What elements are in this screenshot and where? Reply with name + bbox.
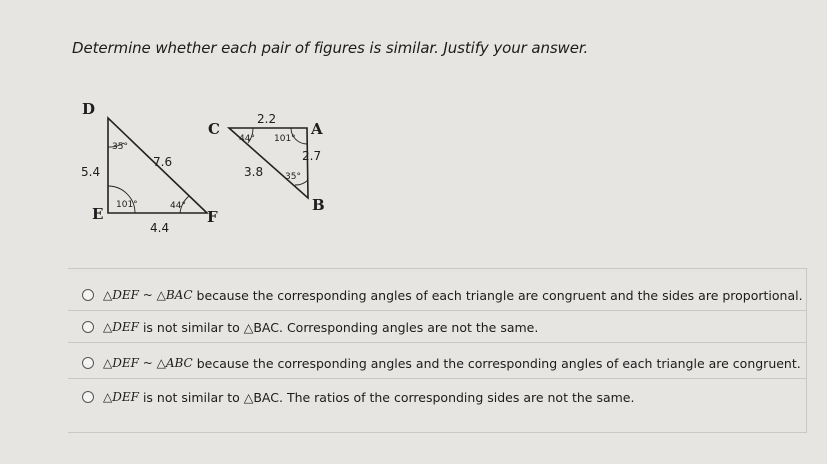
option-divider-1 <box>68 310 806 311</box>
angle-d: 35° <box>112 142 128 152</box>
option-2-math: △DEF <box>103 320 139 334</box>
angle-f: 44° <box>170 201 186 211</box>
triangle-cab <box>208 112 325 214</box>
angle-a: 101° <box>274 134 296 144</box>
vertex-f: F <box>207 208 218 226</box>
answer-option-3[interactable] <box>82 352 801 374</box>
option-1-text: because the corresponding angles of each triangle are congruent and the sides are proportional. <box>196 287 803 303</box>
option-divider-3 <box>68 378 806 379</box>
option-3-math: △DEF ~ △ABC <box>103 356 193 370</box>
angle-e: 101° <box>116 200 138 210</box>
option-2-text: is not similar to △BAC. Corresponding angles are not the same. <box>142 319 539 335</box>
vertex-b: B <box>312 196 325 214</box>
options-top-divider <box>68 268 806 269</box>
side-cb: 3.8 <box>244 165 264 179</box>
triangle-def <box>81 100 218 235</box>
option-divider-2 <box>68 342 806 343</box>
side-ab: 2.7 <box>302 149 322 163</box>
question-text: Determine whether each pair of figures is similar. Justify your answer. <box>72 39 589 57</box>
answer-option-2[interactable] <box>82 316 538 338</box>
side-ef: 4.4 <box>150 221 170 235</box>
answer-option-1[interactable] <box>82 284 803 306</box>
vertex-e: E <box>92 205 104 223</box>
radio-button-3[interactable] <box>82 357 94 369</box>
options-bottom-divider <box>68 432 806 433</box>
option-3-text: because the corresponding angles and the corresponding angles of each triangle are congruent. <box>196 355 801 371</box>
vertex-d: D <box>82 100 96 118</box>
vertex-c: C <box>208 120 220 138</box>
angle-b: 35° <box>285 172 301 182</box>
vertex-a: A <box>311 120 323 138</box>
radio-button-1[interactable] <box>82 289 94 301</box>
side-ca: 2.2 <box>257 112 277 126</box>
side-de: 5.4 <box>81 165 101 179</box>
side-df: 7.6 <box>153 155 173 169</box>
angle-c: 44° <box>239 134 255 144</box>
option-1-math: △DEF ~ △BAC <box>103 288 193 302</box>
radio-button-2[interactable] <box>82 321 94 333</box>
answer-option-4[interactable] <box>82 386 634 408</box>
card-right-edge <box>806 268 807 433</box>
option-4-text: is not similar to △BAC. The ratios of the corresponding sides are not the same. <box>142 389 635 405</box>
option-4-math: △DEF <box>103 390 139 404</box>
radio-button-4[interactable] <box>82 391 94 403</box>
